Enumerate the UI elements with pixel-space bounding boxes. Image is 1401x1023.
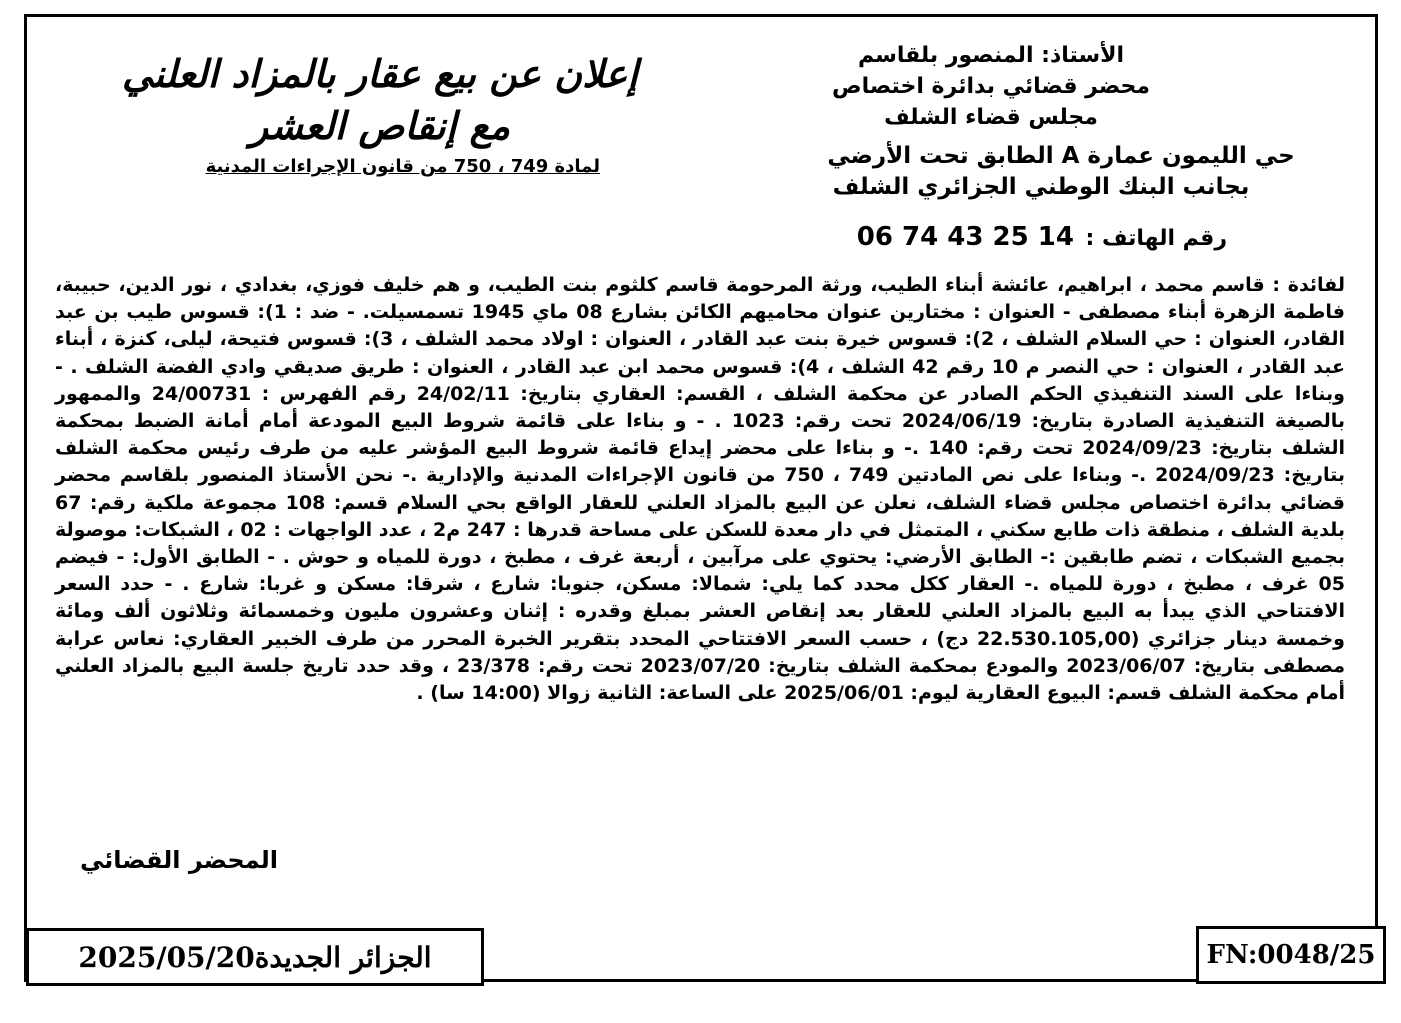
issuer-address-line2: بجانب البنك الوطني الجزائري الشلف xyxy=(832,174,1250,200)
publication-box xyxy=(26,928,484,986)
legal-reference: لمادة 749 ، 750 من قانون الإجراءات المدنية xyxy=(205,156,600,177)
issuer-court: مجلس قضاء الشلف xyxy=(884,105,1098,130)
issuer-address-line1: حي الليمون عمارة A الطابق تحت الأرضي xyxy=(827,143,1295,169)
notice-body: لفائدة : قاسم محمد ، ابراهيم، عائشة أبناء الطيب، ورثة المرحومة قاسم كلثوم بنت الطيب، و هم خليف فوزي، بغدادي ، نور الدين، حبيبة، فاطمة الزهرة أبناء مصطفى - العنوان : مختارين عنوان محاميهم الكائن بشارع 08 ماي 1945 تسمسيلت. - ضد : 1): قسوس طيب بن عبد القادر، العنوان : حي السلام الشلف ، 2): قسوس خيرة بنت عبد القادر ، العنوان : اولاد محمد الشلف ، 3): قسوس فتيحة، ليلى، كنزة ، أبناء عبد القادر ، العنوان : حي النصر م 10 رقم 42 الشلف ، 4): قسوس محمد ابن عبد القادر ، العنوان : طريق صديقي وادي الفضة الشلف . - وبناءا على السند التنفيذي الحكم الصادر عن محكمة الشلف ، القسم: العقاري بتاريخ: 24/02/11 رقم الفهرس : 24/00731 والممهور بالصيغة التنفيذية الصادرة بتاريخ: 2024/06/19 تحت رقم: 1023 . - و بناءا على قائمة شروط البيع المودعة أمام أمانة الضبط بمحكمة الشلف بتاريخ: 2024/09/23 تحت رقم: 140 .- و بناءا على محضر إيداع قائمة شروط البيع المؤشر عليه من طرف رئيس محكمة الشلف بتاريخ: 2024/09/23 .- وبناءا على نص المادتين 749 ، 750 من قانون الإجراءات المدنية والإدارية .- نحن الأستاذ المنصور بلقاسم محضر قضائي بدائرة اختصاص مجلس قضاء الشلف، نعلن عن البيع بالمزاد العلني للعقار الواقع بحي السلام قسم: 108 مجموعة ملكية رقم: 67 بلدية الشلف ، منطقة ذات طابع سكني ، المتمثل في دار معدة للسكن على مساحة قدرها : 247 م2 ، عدد الواجهات : 02 ، الشبكات: موصولة بجميع الشبكات ، تضم طابقين :- الطابق الأرضي: يحتوي على مرآبين ، أربعة غرف ، مطبخ ، دورة للمياه و حوش . - الطابق الأول: - فيضم 05 غرف ، مطبخ ، دورة للمياه .- العقار ككل محدد كما يلي: شمالا: مسكن، جنوبا: شارع ، شرقا: مسكن و غربا: شارع . - حدد السعر الافتتاحي الذي يبدأ به البيع بالمزاد العلني للعقار بعد إنقاص العشر بمبلغ وقدره : إثنان وعشرون مليون وخمسمائة وثلاثون ألف ومائة وخمسة دينار جزائري (22.530.105,00 دج) ، حسب السعر الافتتاحي المحدد بتقرير الخبرة المحرر من طرف الخبير العقاري: نعاس عرابة مصطفى بتاريخ: 2023/06/07 والمودع بمحكمة الشلف بتاريخ: 2023/07/20 تحت رقم: 23/378 ، وقد حدد تاريخ جلسة البيع بالمزاد العلني أمام محكمة الشلف قسم: البيوع العقارية ليوم: 2025/06/01 على الساعة: الثانية زوالا (14:00 سا) . xyxy=(55,274,1346,705)
issuer-title: محضر قضائي بدائرة اختصاص xyxy=(831,74,1151,99)
signature: المحضر القضائي xyxy=(80,846,279,874)
issuer-block xyxy=(731,40,1295,203)
reference-number: FN:0048/25 xyxy=(1206,940,1376,970)
issuer-phone xyxy=(857,222,1227,252)
issuer-name: الأستاذ: المنصور بلقاسم xyxy=(857,43,1125,68)
notice-title-line2: مع إنقاص العشر xyxy=(249,103,511,148)
reference-box xyxy=(1196,926,1386,984)
notice-title-line1: إعلان عن بيع عقار بالمزاد العلني xyxy=(122,51,638,96)
publication-label: الجزائر الجديدة2025/05/20 xyxy=(78,940,432,974)
notice-title-block xyxy=(40,48,720,177)
phone-number: 06 74 43 25 14 xyxy=(856,222,1074,252)
phone-label: رقم الهاتف : xyxy=(1085,226,1227,251)
